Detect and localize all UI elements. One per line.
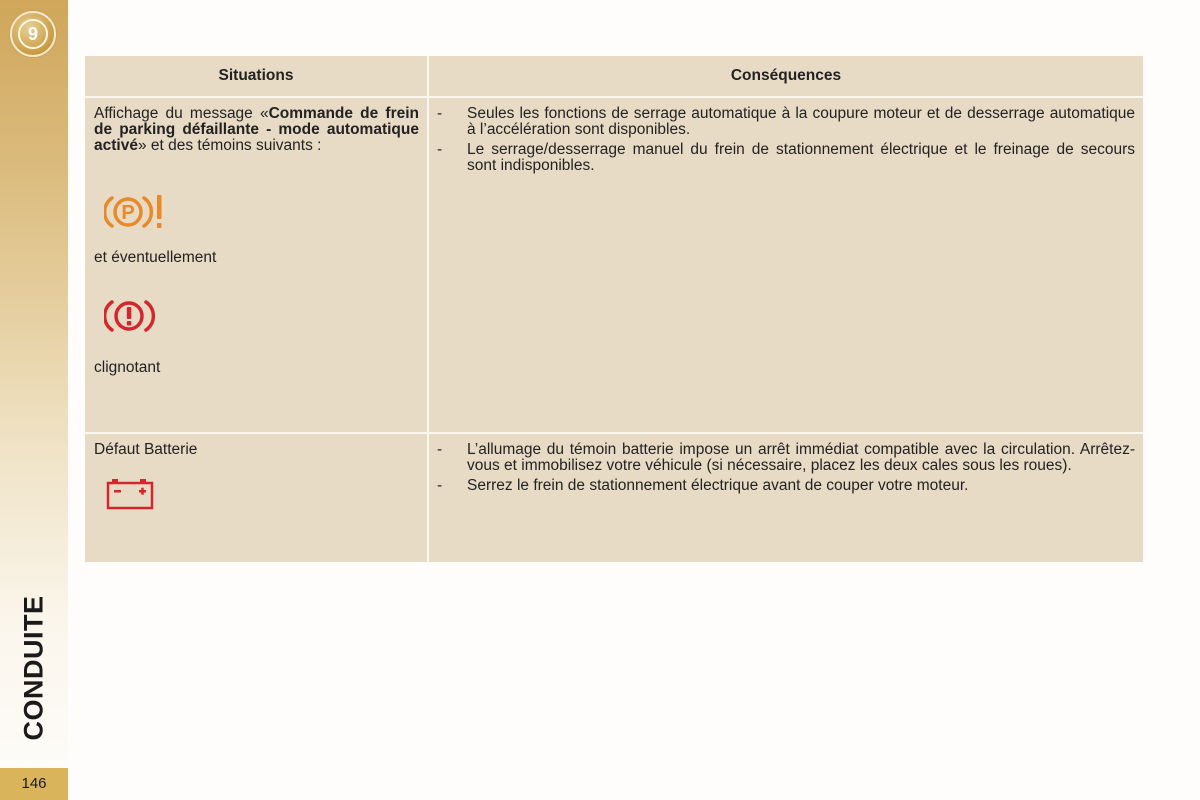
situation-intro: Affichage du message «	[94, 105, 269, 122]
consequence-cell	[429, 434, 1143, 562]
header-consequences: Conséquences	[429, 56, 1143, 98]
battery-icon	[106, 478, 419, 512]
situation-message	[94, 106, 419, 154]
situation-cell	[85, 98, 429, 434]
situation-note-blinking: clignotant	[94, 359, 161, 376]
situation-outro: » et des témoins suivants :	[137, 137, 322, 154]
list-item	[437, 106, 1135, 138]
page-number: 146	[0, 768, 68, 800]
situation-note-eventually: et éventuellement	[94, 249, 217, 266]
consequence-cell	[429, 98, 1143, 434]
situation-message-bold: Commande de frein de parking défaillante - mode automatique activé	[94, 105, 419, 154]
situation-battery-text: Défaut Batterie	[94, 441, 198, 458]
chapter-badge	[10, 11, 56, 57]
chapter-number: 9	[18, 19, 48, 49]
situation-cell	[85, 434, 429, 562]
consequence-text: L’allumage du témoin batterie impose un arrêt immédiat compatible avec la circulation. Arrêtez-vous et immobilisez votre véhicule (si nécessaire, placez les deux cales sous les roues).	[467, 441, 1135, 474]
bullet-dash: -	[437, 105, 443, 122]
section-title: CONDUITE	[18, 595, 49, 741]
list-item	[437, 442, 1135, 474]
bullet-dash: -	[437, 441, 443, 458]
header-situations: Situations	[85, 56, 429, 98]
table-row	[85, 434, 1143, 562]
table-header-row	[85, 56, 1143, 98]
svg-text:P: P	[121, 202, 135, 224]
brake-alert-icon	[104, 296, 419, 338]
list-item	[437, 142, 1135, 174]
bullet-dash: -	[437, 477, 443, 494]
list-item	[437, 478, 1135, 494]
consequence-text: Seules les fonctions de serrage automatique à la coupure moteur et de desserrage automatique à l’accélération sont disponibles.	[467, 105, 1135, 138]
parking-brake-warning-icon	[104, 192, 419, 236]
consequence-text: Serrez le frein de stationnement électrique avant de couper votre moteur.	[467, 477, 969, 494]
consequence-text: Le serrage/desserrage manuel du frein de stationnement électrique et le freinage de secours sont indisponibles.	[467, 141, 1135, 174]
table-row	[85, 98, 1143, 434]
bullet-dash: -	[437, 141, 443, 158]
info-table	[85, 56, 1143, 562]
